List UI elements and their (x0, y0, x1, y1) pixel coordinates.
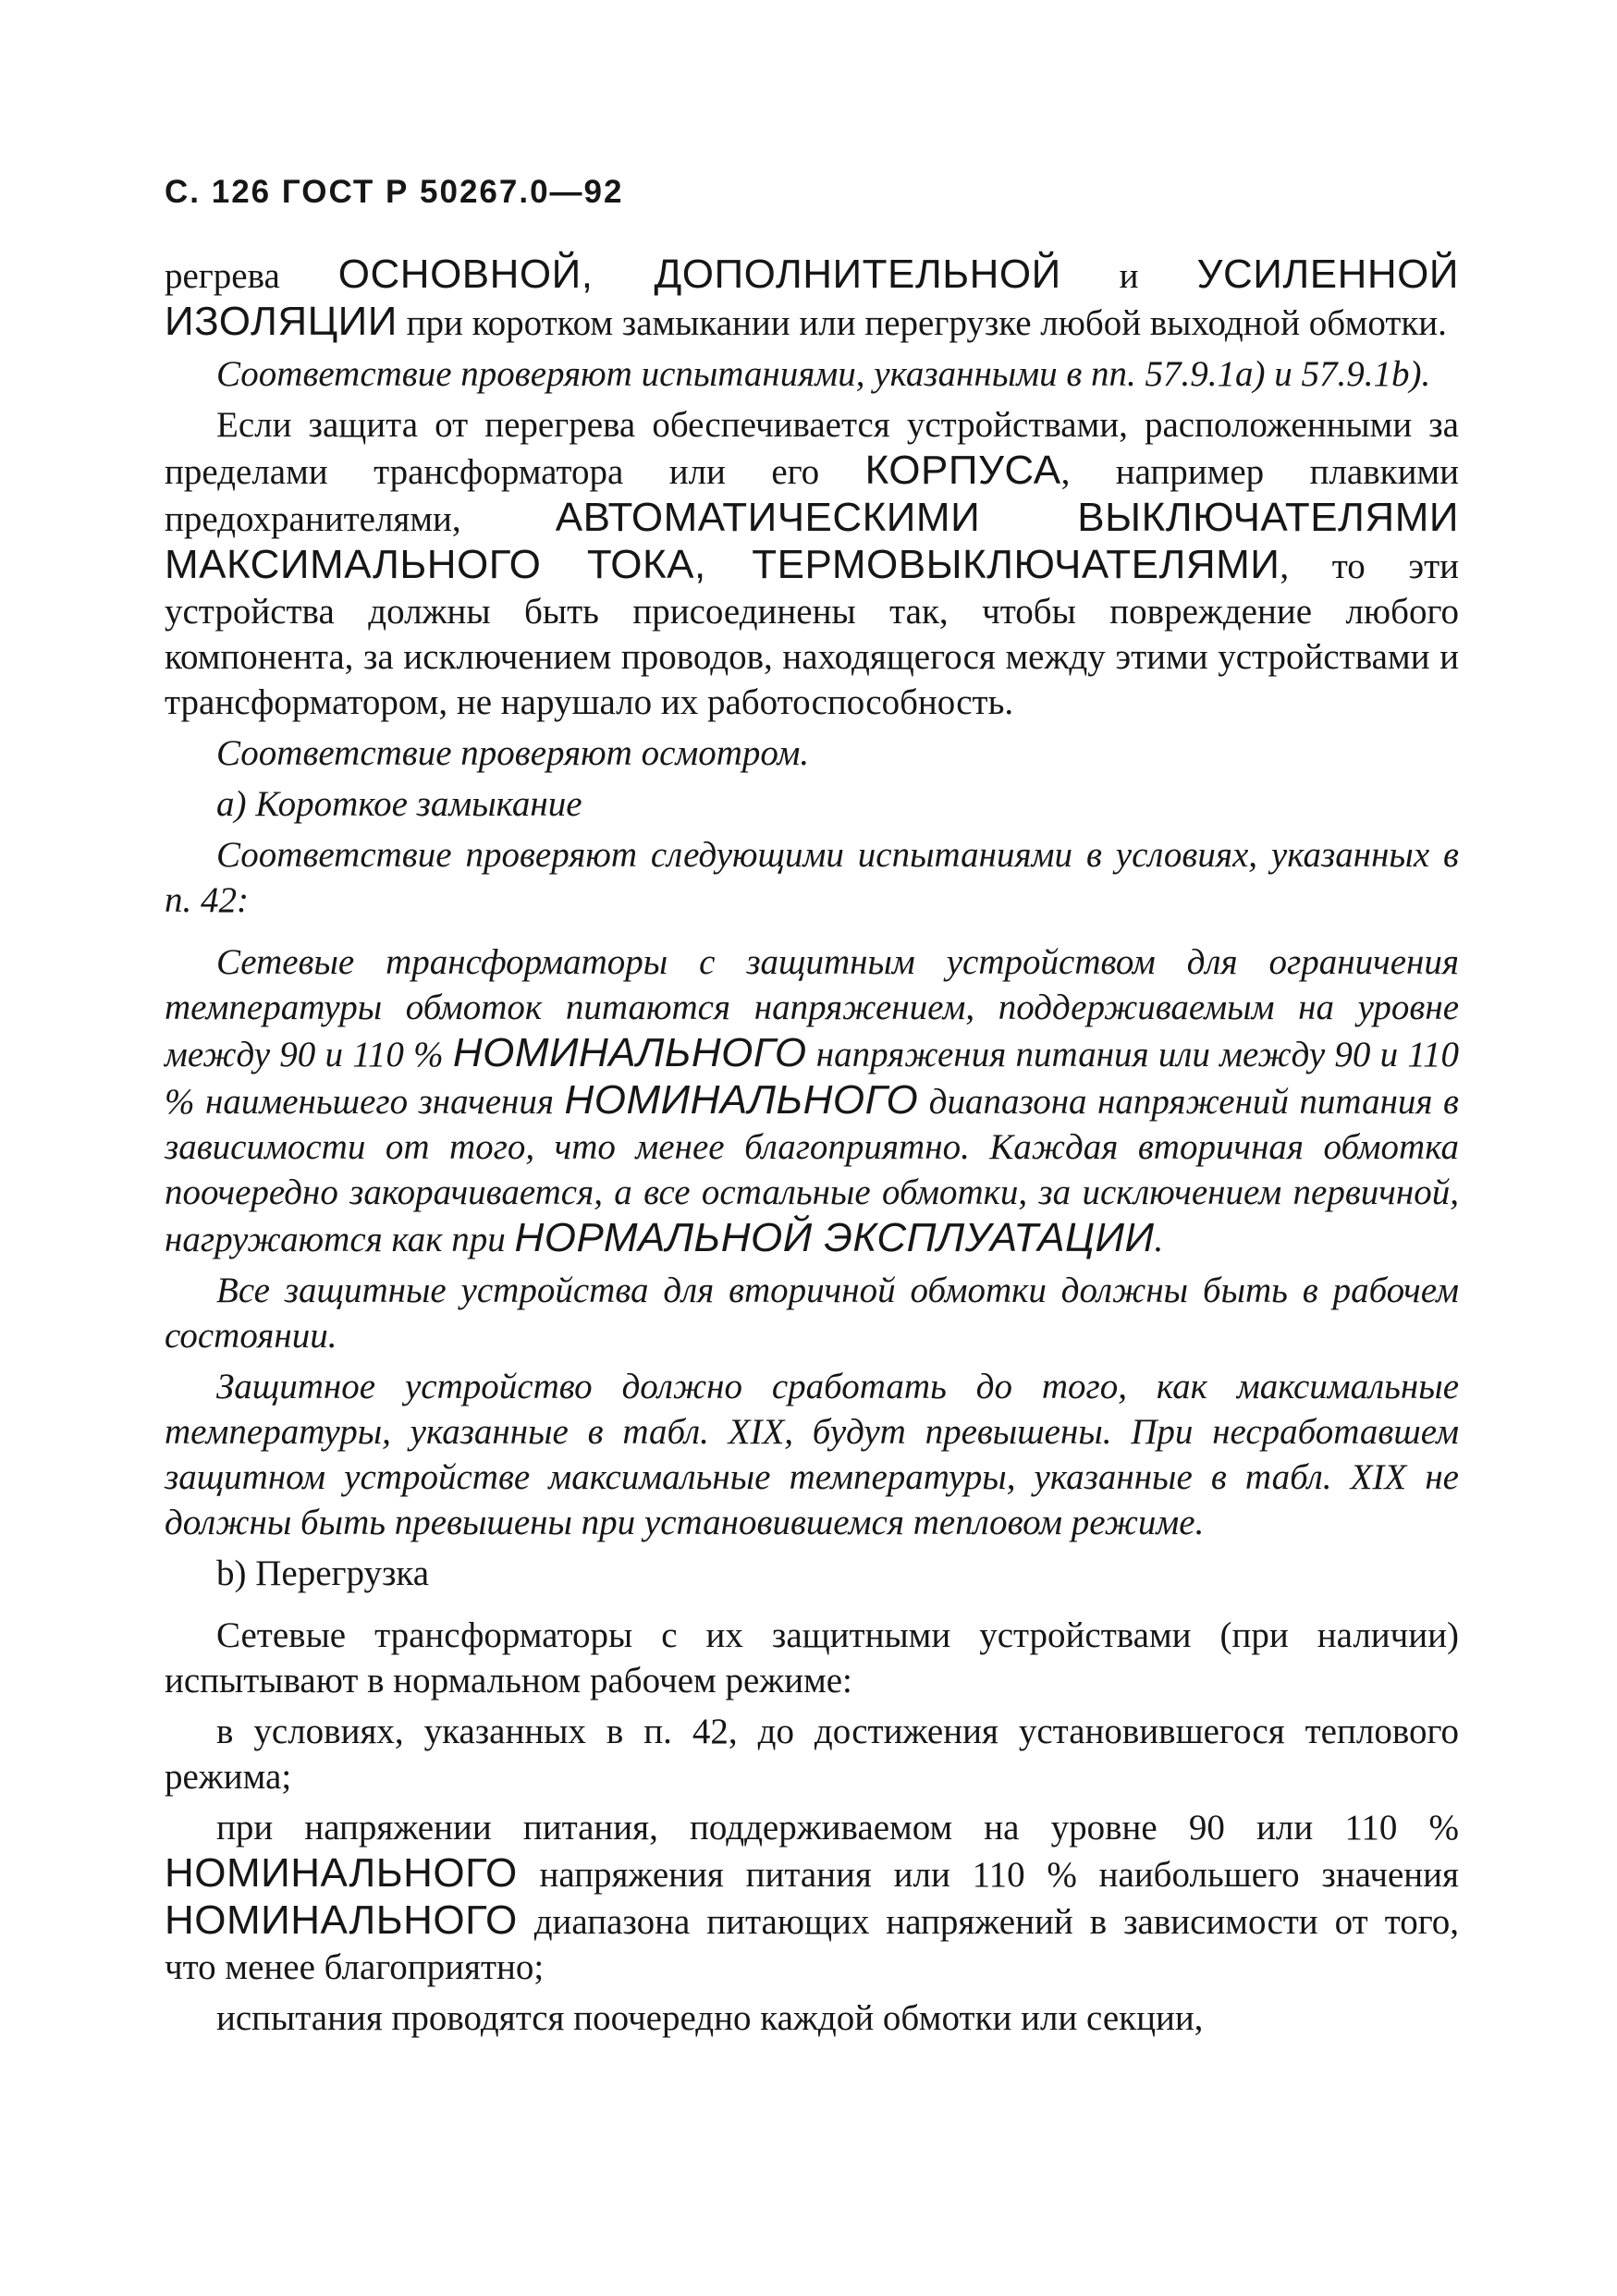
text-run: диапазона напряжений питания в зависимости от того, что менее благоприятно. Каждая вторичная обмотка поочередно закорачивается, а все остальные обмотки, за исключением первичной, нагружаются как при (165, 1082, 1459, 1259)
text-run: Соответствие проверяют осмотром. (216, 733, 810, 773)
defined-term: НОМИНАЛЬНОГО (165, 1897, 518, 1943)
text-run: a) Короткое замыкание (216, 784, 582, 824)
text-run: при коротком замыкании или перегрузке любой выходной обмотки. (397, 303, 1447, 343)
defined-term: ОСНОВНОЙ, ДОПОЛНИТЕЛЬНОЙ (337, 252, 1061, 297)
text-run: b) Перегрузка (216, 1553, 430, 1593)
paragraph (165, 731, 1459, 776)
paragraph (165, 1551, 1459, 1596)
text-run: . (1154, 1220, 1164, 1259)
defined-term: УСИЛЕННОЙ ИЗОЛЯЦИИ (165, 252, 1459, 344)
text-run: Соответствие проверяют испытаниями, указанными в пп. 57.9.1a) и 57.9.1b). (216, 354, 1431, 394)
text-run: , например плавкими предохранителями, (165, 452, 1460, 539)
text-run: диапазона питающих напряжений в зависимости от того, что менее благоприятно; (165, 1902, 1459, 1987)
text-run: испытания проводятся поочередно каждой обмотки или секции, (216, 1998, 1204, 2038)
paragraph (165, 402, 1459, 725)
paragraph (165, 939, 1459, 1262)
paragraph (165, 1364, 1459, 1545)
document-page (165, 174, 1459, 2046)
defined-term: НОМИНАЛЬНОГО (165, 1850, 518, 1896)
paragraph (165, 1268, 1459, 1358)
defined-term: АВТОМАТИЧЕСКИМИ ВЫКЛЮЧАТЕЛЯМИ МАКСИМАЛЬНОГО ТОКА, ТЕРМОВЫКЛЮЧАТЕЛЯМИ (165, 495, 1459, 587)
text-run: регрева (165, 256, 338, 296)
text-run: и (1060, 256, 1197, 296)
text-run: , то эти устройства должны быть присоединены так, чтобы повреждение любого компонента, за исключением проводов, находящегося между этими устройствами и трансформатором, не нарушало их работоспособность. (165, 546, 1459, 722)
text-run: Соответствие проверяют следующими испытаниями в условиях, указанных в п. 42: (165, 835, 1459, 920)
page-header: С. 126 ГОСТ Р 50267.0—92 (165, 174, 624, 210)
defined-term: НОМИНАЛЬНОГО (452, 1030, 807, 1075)
defined-term: НОРМАЛЬНОЙ ЭКСПЛУАТАЦИИ (514, 1215, 1155, 1260)
paragraph (165, 1709, 1459, 1799)
text-run: при напряжении питания, поддерживаемом на уровне 90 или 110 % (216, 1808, 1459, 1848)
body-text (165, 252, 1459, 2041)
text-run: напряжения питания или 110 % наибольшего значения (517, 1855, 1459, 1895)
paragraph (165, 781, 1459, 827)
paragraph (165, 1805, 1459, 1990)
defined-term: КОРПУСА (864, 448, 1061, 493)
paragraph (165, 252, 1459, 346)
defined-term: НОМИНАЛЬНОГО (564, 1077, 919, 1123)
paragraph (165, 1613, 1459, 1703)
paragraph (165, 832, 1459, 923)
paragraph (165, 1995, 1459, 2041)
text-run: Сетевые трансформаторы с их защитными устройствами (при наличии) испытывают в нормальном рабочем режиме: (165, 1615, 1459, 1701)
text-run: Все защитные устройства для вторичной обмотки должны быть в рабочем состоянии. (165, 1271, 1459, 1356)
paragraph (165, 351, 1459, 397)
text-run: напряжения питания или между 90 и 110 % наименьшего значения (165, 1035, 1459, 1122)
text-run: в условиях, указанных в п. 42, до достижения установившегося теплового режима; (165, 1712, 1459, 1797)
text-run: Сетевые трансформаторы с защитным устройством для ограничения температуры обмоток питаются напряжением, поддерживаемым на уровне между 90 и 110 % (165, 942, 1459, 1074)
text-run: Защитное устройство должно сработать до того, как максимальные температуры, указанные в табл. XIX, будут превышены. При несработавшем защитном устройстве максимальные температуры, указанные в табл. XIX не должны быть превышены при установившемся тепловом режиме. (165, 1367, 1459, 1542)
text-run: Если защита от перегрева обеспечивается устройствами, расположенными за пределами трансформатора или его (165, 405, 1459, 492)
